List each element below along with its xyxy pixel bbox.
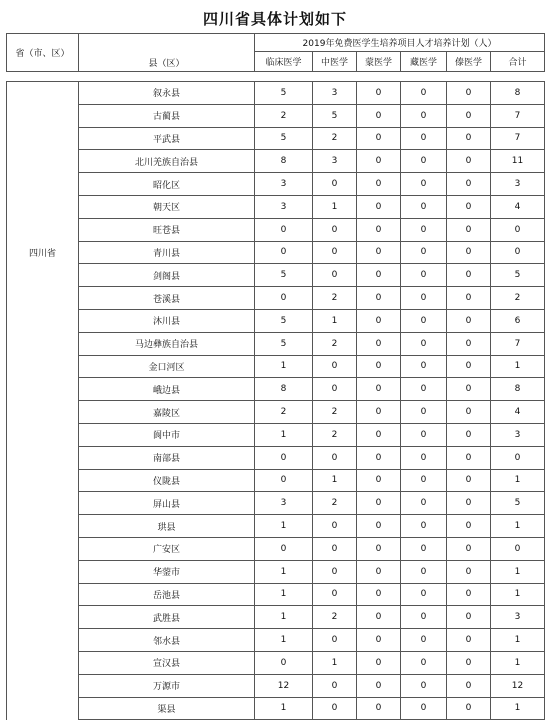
table-body	[7, 82, 545, 720]
dai-cell: 0	[447, 697, 491, 720]
tibetan-cell: 0	[401, 674, 447, 697]
tibetan-cell: 0	[401, 218, 447, 241]
county-cell: 阆中市	[79, 423, 255, 446]
mongolian-cell: 0	[357, 287, 401, 310]
tcm-cell: 0	[313, 241, 357, 264]
tibetan-cell: 0	[401, 560, 447, 583]
county-cell: 苍溪县	[79, 287, 255, 310]
mongolian-cell: 0	[357, 446, 401, 469]
total-cell: 1	[491, 469, 545, 492]
total-cell: 3	[491, 173, 545, 196]
total-cell: 1	[491, 355, 545, 378]
total-cell: 2	[491, 287, 545, 310]
county-cell: 旺苍县	[79, 218, 255, 241]
table-row	[7, 651, 545, 674]
dai-cell: 0	[447, 560, 491, 583]
table-row	[7, 423, 545, 446]
table-row	[7, 218, 545, 241]
clinical-cell: 0	[255, 218, 313, 241]
total-cell: 6	[491, 309, 545, 332]
county-cell: 沐川县	[79, 309, 255, 332]
clinical-cell: 5	[255, 309, 313, 332]
dai-cell: 0	[447, 401, 491, 424]
tibetan-cell: 0	[401, 127, 447, 150]
tcm-cell: 5	[313, 104, 357, 127]
clinical-cell: 3	[255, 173, 313, 196]
county-cell: 峨边县	[79, 378, 255, 401]
clinical-cell: 0	[255, 241, 313, 264]
dai-cell: 0	[447, 218, 491, 241]
county-cell: 珙县	[79, 515, 255, 538]
tcm-cell: 3	[313, 82, 357, 105]
mongolian-cell: 0	[357, 82, 401, 105]
tibetan-cell: 0	[401, 606, 447, 629]
tcm-cell: 0	[313, 446, 357, 469]
clinical-cell: 0	[255, 651, 313, 674]
table-row	[7, 606, 545, 629]
tibetan-cell: 0	[401, 264, 447, 287]
mongolian-cell: 0	[357, 583, 401, 606]
tibetan-cell: 0	[401, 241, 447, 264]
total-cell: 1	[491, 651, 545, 674]
dai-cell: 0	[447, 537, 491, 560]
mongolian-cell: 0	[357, 104, 401, 127]
tibetan-cell: 0	[401, 583, 447, 606]
dai-cell: 0	[447, 173, 491, 196]
mongolian-cell: 0	[357, 629, 401, 652]
county-cell: 古蔺县	[79, 104, 255, 127]
table-row	[7, 309, 545, 332]
total-cell: 5	[491, 492, 545, 515]
dai-cell: 0	[447, 423, 491, 446]
tcm-cell: 0	[313, 629, 357, 652]
county-cell: 朝天区	[79, 195, 255, 218]
tcm-cell: 0	[313, 697, 357, 720]
tcm-cell: 0	[313, 378, 357, 401]
col-header-dai: 傣医学	[447, 52, 491, 72]
tibetan-cell: 0	[401, 401, 447, 424]
county-cell: 嘉陵区	[79, 401, 255, 424]
mongolian-cell: 0	[357, 241, 401, 264]
dai-cell: 0	[447, 195, 491, 218]
tcm-cell: 0	[313, 515, 357, 538]
province-column-header: 省（市、区）	[7, 34, 79, 72]
total-cell: 12	[491, 674, 545, 697]
county-cell: 青川县	[79, 241, 255, 264]
tcm-cell: 0	[313, 674, 357, 697]
tcm-cell: 3	[313, 150, 357, 173]
clinical-cell: 1	[255, 697, 313, 720]
mongolian-cell: 0	[357, 309, 401, 332]
table-row	[7, 355, 545, 378]
clinical-cell: 8	[255, 150, 313, 173]
total-cell: 8	[491, 378, 545, 401]
mongolian-cell: 0	[357, 173, 401, 196]
mongolian-cell: 0	[357, 150, 401, 173]
clinical-cell: 3	[255, 492, 313, 515]
tibetan-cell: 0	[401, 355, 447, 378]
county-cell: 岳池县	[79, 583, 255, 606]
tibetan-cell: 0	[401, 332, 447, 355]
dai-cell: 0	[447, 82, 491, 105]
mongolian-cell: 0	[357, 195, 401, 218]
tcm-cell: 2	[313, 127, 357, 150]
table-row	[7, 446, 545, 469]
table-row	[7, 287, 545, 310]
total-cell: 4	[491, 401, 545, 424]
county-cell: 邻水县	[79, 629, 255, 652]
clinical-cell: 1	[255, 583, 313, 606]
tibetan-cell: 0	[401, 150, 447, 173]
dai-cell: 0	[447, 469, 491, 492]
dai-cell: 0	[447, 651, 491, 674]
table-row	[7, 629, 545, 652]
tcm-cell: 0	[313, 560, 357, 583]
clinical-cell: 3	[255, 195, 313, 218]
tcm-cell: 0	[313, 173, 357, 196]
mongolian-cell: 0	[357, 378, 401, 401]
mongolian-cell: 0	[357, 469, 401, 492]
clinical-cell: 1	[255, 423, 313, 446]
header-row-1	[7, 34, 545, 52]
mongolian-cell: 0	[357, 492, 401, 515]
total-cell: 3	[491, 423, 545, 446]
dai-cell: 0	[447, 264, 491, 287]
mongolian-cell: 0	[357, 560, 401, 583]
dai-cell: 0	[447, 583, 491, 606]
mongolian-cell: 0	[357, 697, 401, 720]
table-row	[7, 82, 545, 105]
county-cell: 南部县	[79, 446, 255, 469]
tibetan-cell: 0	[401, 82, 447, 105]
total-cell: 1	[491, 697, 545, 720]
clinical-cell: 1	[255, 629, 313, 652]
clinical-cell: 0	[255, 537, 313, 560]
table-row	[7, 492, 545, 515]
tcm-cell: 0	[313, 537, 357, 560]
tibetan-cell: 0	[401, 309, 447, 332]
clinical-cell: 2	[255, 104, 313, 127]
tibetan-cell: 0	[401, 446, 447, 469]
total-cell: 0	[491, 537, 545, 560]
county-cell: 马边彝族自治县	[79, 332, 255, 355]
tcm-cell: 1	[313, 651, 357, 674]
table-row	[7, 150, 545, 173]
col-header-tcm: 中医学	[313, 52, 357, 72]
mongolian-cell: 0	[357, 515, 401, 538]
dai-cell: 0	[447, 309, 491, 332]
plan-table	[6, 33, 545, 720]
county-cell: 金口河区	[79, 355, 255, 378]
tcm-cell: 0	[313, 264, 357, 287]
tibetan-cell: 0	[401, 195, 447, 218]
county-cell: 华蓥市	[79, 560, 255, 583]
clinical-cell: 5	[255, 332, 313, 355]
mongolian-cell: 0	[357, 218, 401, 241]
province-cell-continued	[7, 423, 79, 719]
county-cell: 武胜县	[79, 606, 255, 629]
dai-cell: 0	[447, 515, 491, 538]
dai-cell: 0	[447, 241, 491, 264]
clinical-cell: 0	[255, 287, 313, 310]
total-cell: 7	[491, 127, 545, 150]
total-cell: 1	[491, 629, 545, 652]
clinical-cell: 5	[255, 82, 313, 105]
table-row	[7, 241, 545, 264]
tcm-cell: 1	[313, 469, 357, 492]
table-row	[7, 583, 545, 606]
total-cell: 1	[491, 583, 545, 606]
table-row	[7, 674, 545, 697]
total-cell: 0	[491, 241, 545, 264]
clinical-cell: 8	[255, 378, 313, 401]
dai-cell: 0	[447, 332, 491, 355]
county-column-header: 县（区）	[79, 34, 255, 72]
clinical-cell: 1	[255, 560, 313, 583]
table-row	[7, 469, 545, 492]
total-cell: 5	[491, 264, 545, 287]
county-cell: 广安区	[79, 537, 255, 560]
dai-cell: 0	[447, 378, 491, 401]
county-cell: 万源市	[79, 674, 255, 697]
clinical-cell: 5	[255, 264, 313, 287]
tibetan-cell: 0	[401, 537, 447, 560]
clinical-cell: 2	[255, 401, 313, 424]
dai-cell: 0	[447, 355, 491, 378]
county-cell: 叙永县	[79, 82, 255, 105]
clinical-cell: 1	[255, 606, 313, 629]
table-row	[7, 378, 545, 401]
county-cell: 仪陇县	[79, 469, 255, 492]
table-row	[7, 173, 545, 196]
county-cell: 平武县	[79, 127, 255, 150]
mongolian-cell: 0	[357, 332, 401, 355]
dai-cell: 0	[447, 674, 491, 697]
document-title: 四川省具体计划如下	[202, 10, 347, 28]
mongolian-cell: 0	[357, 355, 401, 378]
tcm-cell: 0	[313, 583, 357, 606]
tibetan-cell: 0	[401, 515, 447, 538]
dai-cell: 0	[447, 104, 491, 127]
clinical-cell: 5	[255, 127, 313, 150]
table-row	[7, 515, 545, 538]
dai-cell: 0	[447, 606, 491, 629]
tibetan-cell: 0	[401, 651, 447, 674]
col-header-total: 合计	[491, 52, 545, 72]
mongolian-cell: 0	[357, 264, 401, 287]
dai-cell: 0	[447, 492, 491, 515]
table-row	[7, 195, 545, 218]
total-cell: 11	[491, 150, 545, 173]
county-cell: 北川羌族自治县	[79, 150, 255, 173]
total-cell: 1	[491, 560, 545, 583]
province-cell: 四川省	[7, 82, 79, 424]
col-header-mongolian: 蒙医学	[357, 52, 401, 72]
clinical-cell: 0	[255, 469, 313, 492]
dai-cell: 0	[447, 629, 491, 652]
mongolian-cell: 0	[357, 606, 401, 629]
tibetan-cell: 0	[401, 469, 447, 492]
county-cell: 宣汉县	[79, 651, 255, 674]
mongolian-cell: 0	[357, 401, 401, 424]
mongolian-cell: 0	[357, 537, 401, 560]
dai-cell: 0	[447, 150, 491, 173]
total-cell: 4	[491, 195, 545, 218]
table-row	[7, 264, 545, 287]
tibetan-cell: 0	[401, 423, 447, 446]
table-row	[7, 697, 545, 720]
tcm-cell: 2	[313, 492, 357, 515]
tibetan-cell: 0	[401, 104, 447, 127]
table-row	[7, 127, 545, 150]
mongolian-cell: 0	[357, 127, 401, 150]
table-row	[7, 560, 545, 583]
tcm-cell: 0	[313, 355, 357, 378]
tcm-cell: 2	[313, 332, 357, 355]
total-cell: 7	[491, 104, 545, 127]
clinical-cell: 1	[255, 515, 313, 538]
tibetan-cell: 0	[401, 173, 447, 196]
tibetan-cell: 0	[401, 697, 447, 720]
tcm-cell: 2	[313, 606, 357, 629]
dai-cell: 0	[447, 446, 491, 469]
county-cell: 屏山县	[79, 492, 255, 515]
tibetan-cell: 0	[401, 629, 447, 652]
header-gap	[7, 72, 545, 82]
tcm-cell: 0	[313, 218, 357, 241]
clinical-cell: 1	[255, 355, 313, 378]
mongolian-cell: 0	[357, 674, 401, 697]
mongolian-cell: 0	[357, 423, 401, 446]
tcm-cell: 2	[313, 287, 357, 310]
total-cell: 0	[491, 446, 545, 469]
table-row	[7, 104, 545, 127]
table-row	[7, 537, 545, 560]
total-cell: 7	[491, 332, 545, 355]
total-cell: 1	[491, 515, 545, 538]
tcm-cell: 1	[313, 309, 357, 332]
tcm-cell: 2	[313, 401, 357, 424]
plan-title-header: 2019年免费医学生培养项目人才培养计划（人）	[255, 34, 545, 52]
col-header-tibetan: 藏医学	[401, 52, 447, 72]
tcm-cell: 1	[313, 195, 357, 218]
total-cell: 0	[491, 218, 545, 241]
county-cell: 昭化区	[79, 173, 255, 196]
total-cell: 8	[491, 82, 545, 105]
tibetan-cell: 0	[401, 287, 447, 310]
tibetan-cell: 0	[401, 492, 447, 515]
county-cell: 渠县	[79, 697, 255, 720]
table-row	[7, 332, 545, 355]
total-cell: 3	[491, 606, 545, 629]
clinical-cell: 12	[255, 674, 313, 697]
col-header-clinical: 临床医学	[255, 52, 313, 72]
tcm-cell: 2	[313, 423, 357, 446]
county-cell: 剑阁县	[79, 264, 255, 287]
tibetan-cell: 0	[401, 378, 447, 401]
dai-cell: 0	[447, 287, 491, 310]
table-row	[7, 401, 545, 424]
mongolian-cell: 0	[357, 651, 401, 674]
dai-cell: 0	[447, 127, 491, 150]
clinical-cell: 0	[255, 446, 313, 469]
